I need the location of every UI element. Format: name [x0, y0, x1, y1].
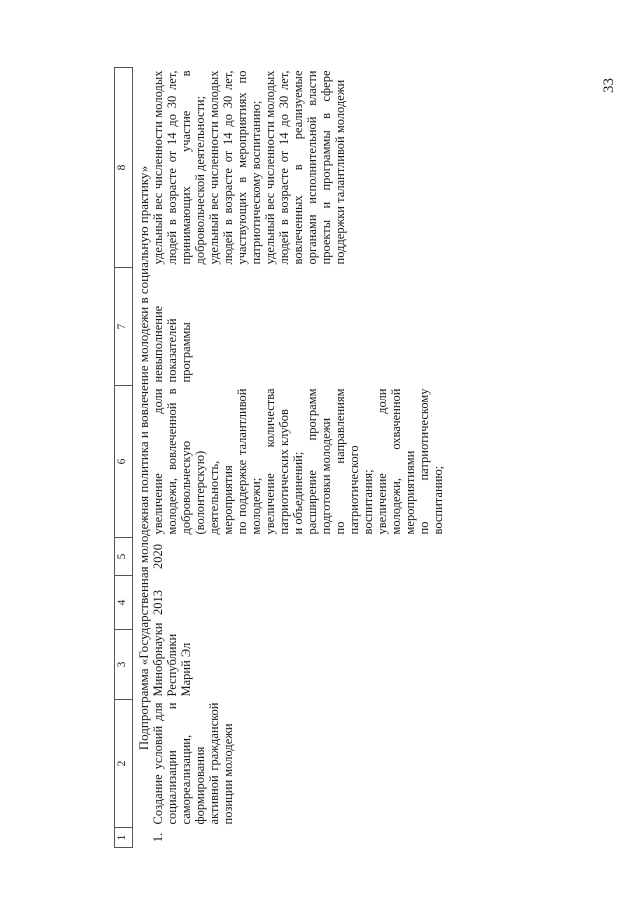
consequences-cell: невыполнение показателей программы	[151, 305, 193, 383]
indicator-line: удельный вес численности молодых людей в возрасте от 14 до 30 лет, участвующих в мероприятиях по патриотическому воспитанию;	[207, 70, 263, 265]
column-number: 2	[115, 700, 133, 828]
result-line: увеличение доли молодежи, вовлеченной в добровольческую (волонтерскую) деятельность, мероприятия	[151, 388, 235, 535]
executor-cell: Минобрнауки Республики Марий Эл	[151, 622, 193, 697]
column-number: 7	[115, 268, 133, 386]
measure-cell: Создание условий для социализации и самореализации, формирования активной гражданской позиции молодежи	[151, 702, 235, 825]
start-year-cell: 2013	[151, 590, 165, 615]
column-number: 1	[115, 828, 133, 848]
result-line: увеличение доли молодежи, охваченной мероприятиями	[375, 388, 417, 535]
indicators-cell	[151, 68, 445, 268]
column-number: 8	[115, 68, 133, 268]
result-line: по патриотическому воспитанию;	[417, 388, 445, 535]
column-number: 3	[115, 630, 133, 700]
result-line: по направлениям патриотического воспитания;	[333, 388, 375, 535]
rotated-page-content	[114, 68, 614, 848]
measures-table	[114, 67, 445, 848]
result-line: по поддержке талантливой молодежи;	[235, 388, 263, 535]
subprogram-title: Подпрограмма «Государственная молодежная политика и вовлечение молодежи в социальную практику»	[136, 165, 151, 751]
result-line: и объединений;	[291, 451, 305, 535]
column-number: 5	[115, 538, 133, 576]
column-number: 4	[115, 576, 133, 630]
column-number-row	[115, 68, 133, 848]
page-number: 33	[601, 78, 617, 93]
result-line: увеличение количества патриотических клубов	[263, 388, 291, 535]
indicator-line: удельный вес численности молодых людей в возрасте от 14 до 30 лет, вовлеченных в реализуемые органами исполнительной власти проекты и программы в сфере поддержки талантливой молодежи	[263, 70, 347, 265]
end-year-cell: 2020	[151, 544, 165, 569]
row-number: 1.	[151, 832, 165, 843]
indicator-line: удельный вес численности молодых людей в возрасте от 14 до 30 лет, принимающих участие в добровольческой деятельности;	[151, 70, 207, 265]
expected-results-cell	[151, 386, 445, 538]
column-number: 6	[115, 386, 133, 538]
result-line: расширение программ подготовки молодежи	[305, 388, 333, 535]
table-row	[151, 68, 445, 848]
